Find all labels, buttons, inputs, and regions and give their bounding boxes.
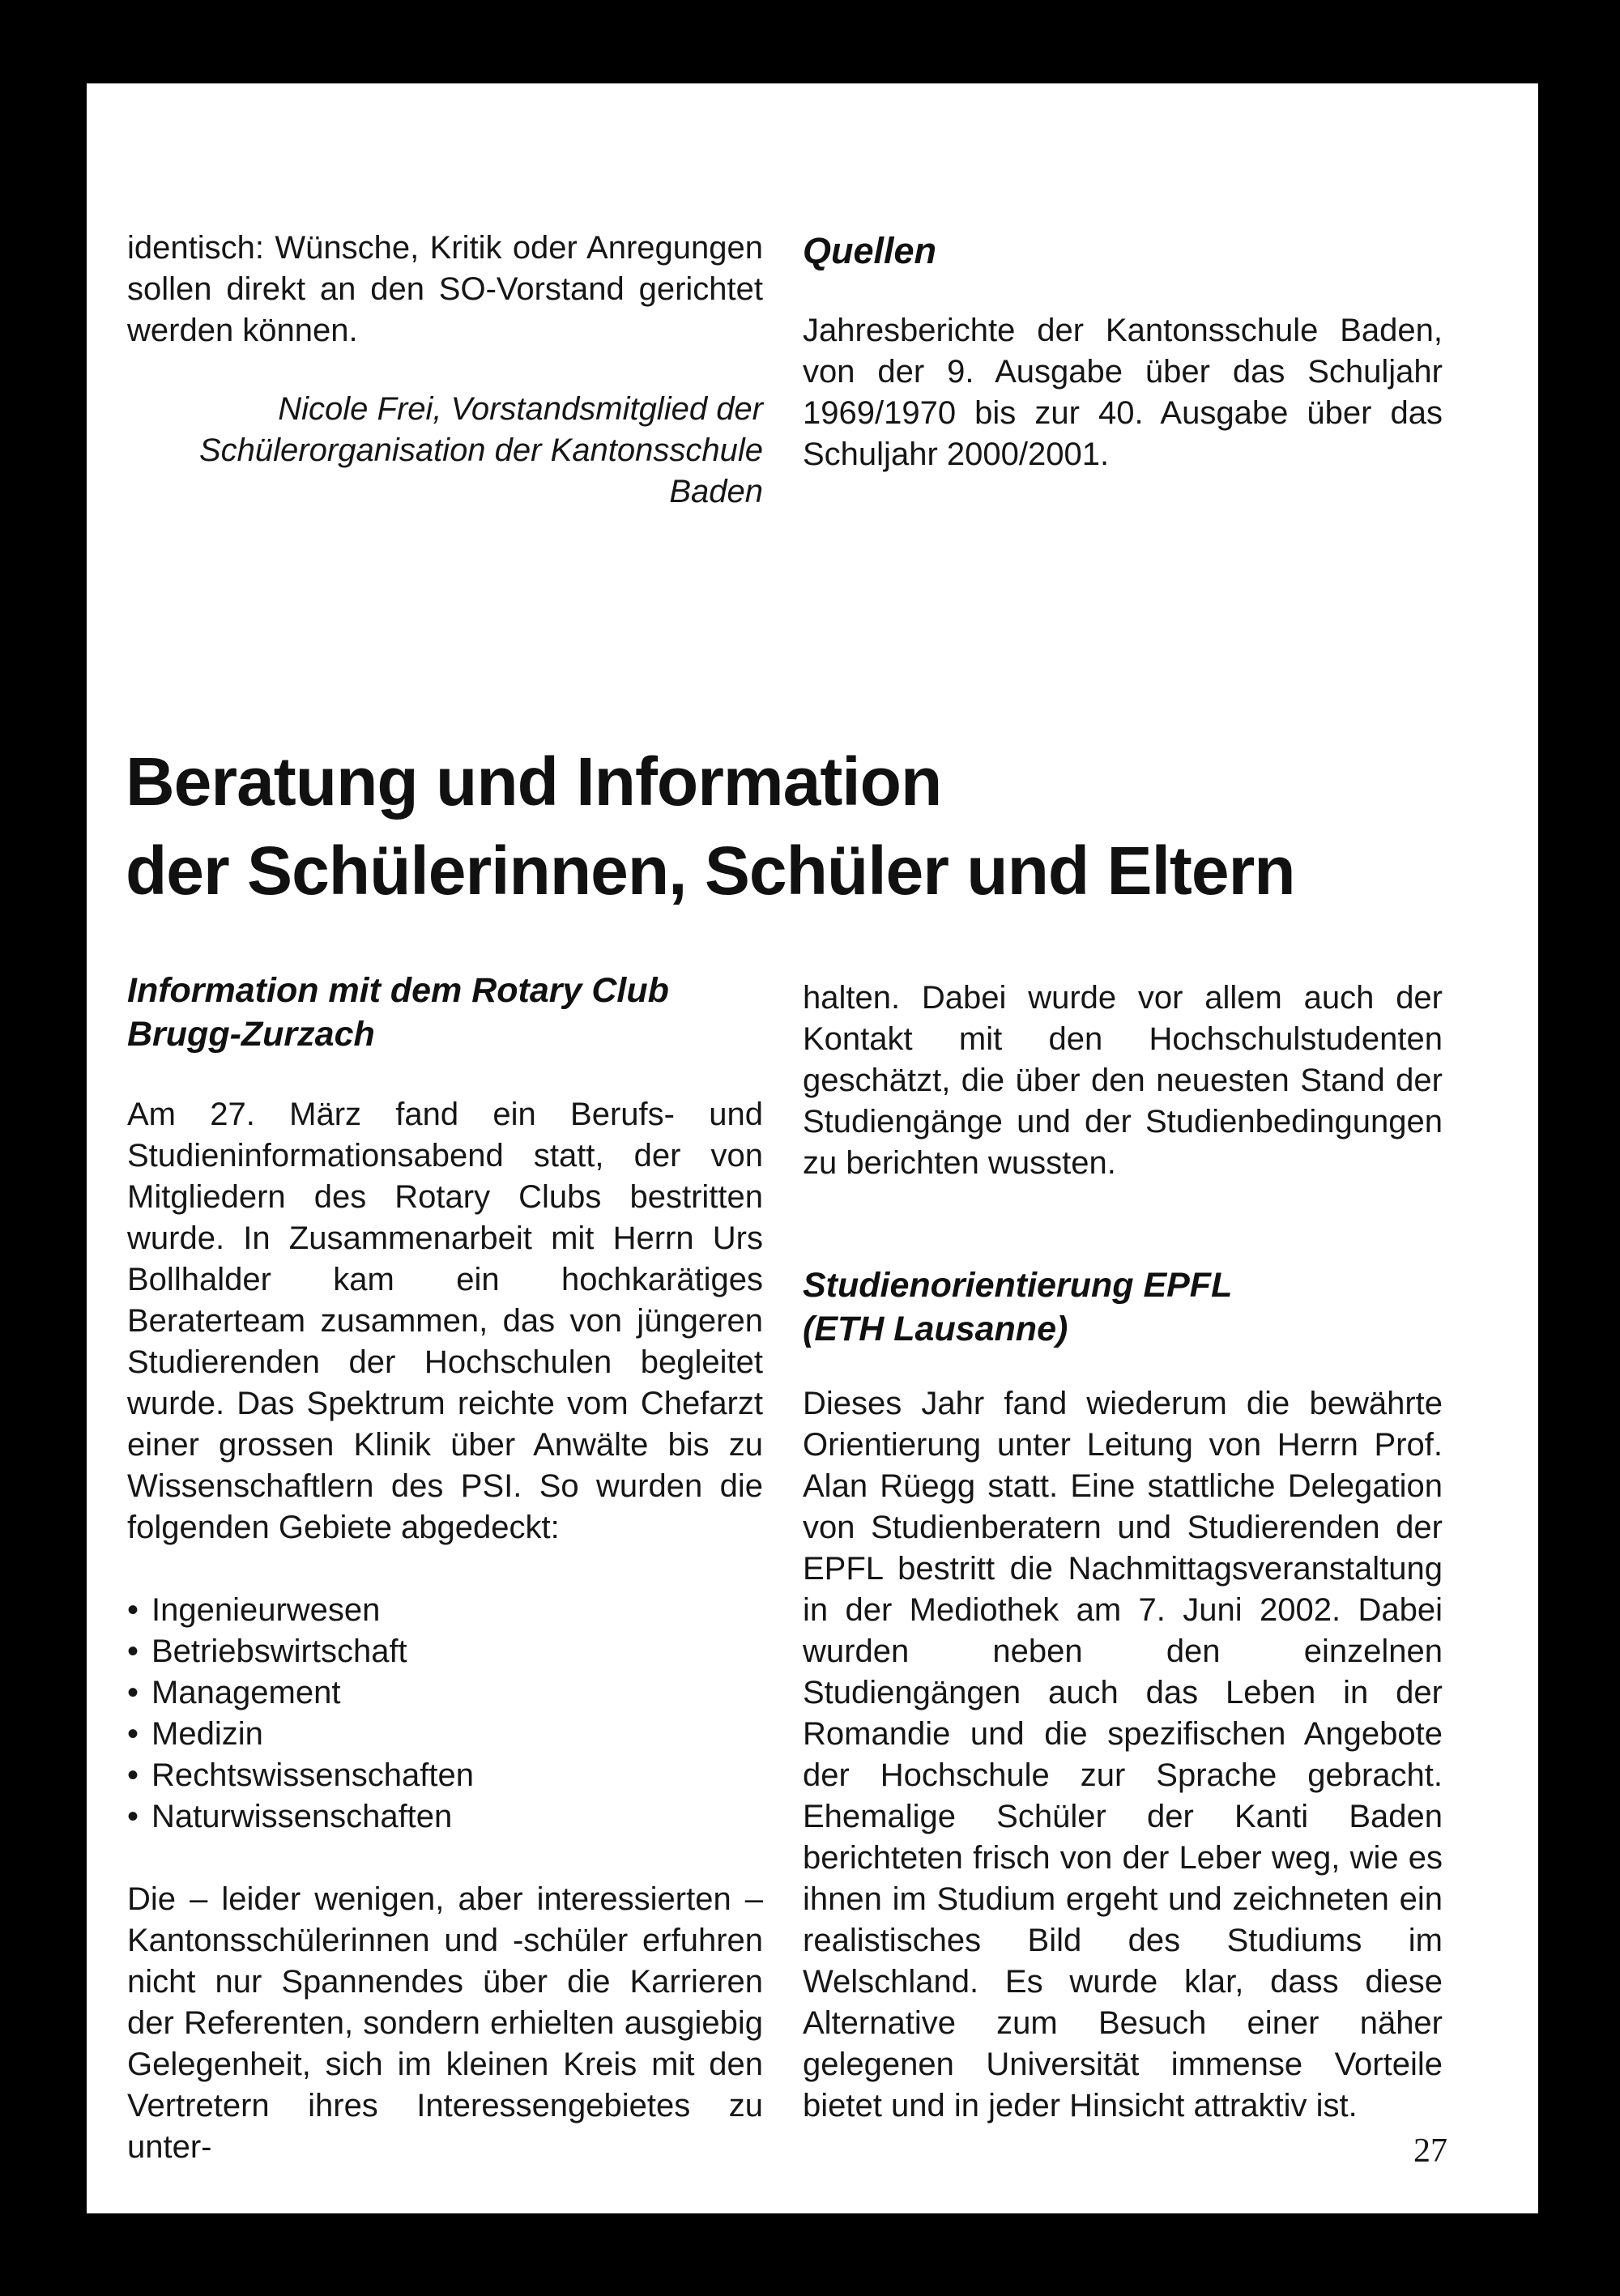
list-item: • Management: [127, 1672, 763, 1714]
areas-list: [127, 1590, 763, 1838]
epfl-paragraph: Dieses Jahr fand wiederum die bewährte Orientierung unter Leitung von Herrn Prof. Alan Rüegg statt. Eine stattliche Delegation von Studienberatern und Studierenden der EPFL bestritt die Nachmittagsveranstaltung in der Mediothek am 7. Juni 2002. Dabei wurden neben den einzelnen Studiengängen auch das Leben in der Romandie und die spezifischen Angebote der Hochschule zur Sprache gebracht. Ehemalige Schüler der Kanti Baden berichteten frisch von der Leber weg, wie es ihnen im Studium ergeht und zeichneten ein realistisches Bild des Studiums im Welschland. Es wurde klar, dass diese Alternative zum Besuch einer näher gelegenen Universität immense Vorteile bietet und in jeder Hinsicht attraktiv ist.: [803, 1386, 1443, 2123]
list-item: • Rechtswissenschaften: [127, 1755, 763, 1796]
rotary-paragraph-2: Die – leider wenigen, aber interessierten – Kantonsschülerinnen und -schüler erfuhren nicht nur Spannendes über die Karrieren der Referenten, sondern erhielten ausgiebig Gelegenheit, sich im kleinen Kreis mit den Vertretern ihres Interessengebietes zu unter-: [127, 1881, 763, 2165]
list-item: • Naturwissenschaften: [127, 1796, 763, 1838]
epfl-heading-line-2: (ETH Lausanne): [803, 1310, 1068, 1348]
page: [87, 83, 1538, 2213]
right-column: [803, 978, 1443, 2127]
intro-paragraph: identisch: Wünsche, Kritik oder Anregungen sollen direkt an den SO-Vorstand gerichtet werden können.: [127, 230, 763, 348]
author-signature: Nicole Frei, Vorstandsmitglied der Schülerorganisation der Kantonsschule Baden: [199, 391, 763, 509]
page-number: 27: [1413, 2132, 1447, 2170]
list-item: • Betriebswirtschaft: [127, 1631, 763, 1672]
sources-heading: Quellen: [803, 230, 937, 271]
list-item: • Ingenieurwesen: [127, 1590, 763, 1631]
sources-section: [803, 229, 1443, 475]
rotary-paragraph-1: Am 27. März fand ein Berufs- und Studieninformationsabend statt, der von Mitgliedern des Rotary Clubs bestritten wurde. In Zusammenarbeit mit Herrn Urs Bollhalder kam ein hochkarätiges Beraterteam zusammen, das von jüngeren Studierenden der Hochschulen begleitet wurde. Das Spektrum reichte vom Chefarzt einer grossen Klinik über Anwälte bis zu Wissenschaftlern des PSI. So wurden die folgenden Gebiete abgedeckt:: [127, 1097, 763, 1545]
epfl-heading: [803, 1263, 1443, 1351]
main-title: [126, 737, 1462, 915]
rotary-heading-line-2: Brugg-Zurzach: [127, 1015, 375, 1054]
list-item: • Medizin: [127, 1714, 763, 1755]
title-line-2: der Schülerinnen, Schüler und Eltern: [126, 833, 1295, 909]
top-left-column: [127, 228, 763, 513]
title-line-1: Beratung und Information: [126, 743, 942, 820]
sources-text: Jahresberichte der Kantonsschule Baden, von der 9. Ausgabe über das Schuljahr 1969/1970 bis zur 40. Ausgabe über das Schuljahr 2000/2001.: [803, 313, 1443, 472]
epfl-heading-line-1: Studienorientierung EPFL: [803, 1266, 1233, 1305]
rotary-continuation: halten. Dabei wurde vor allem auch der Kontakt mit den Hochschulstudenten geschätzt, die über den neuesten Stand der Studiengänge und der Studienbedingungen zu berichten wussten.: [803, 980, 1443, 1181]
rotary-heading: [127, 969, 763, 1056]
rotary-heading-line-1: Information mit dem Rotary Club: [127, 971, 669, 1010]
rotary-section: [127, 969, 763, 2168]
